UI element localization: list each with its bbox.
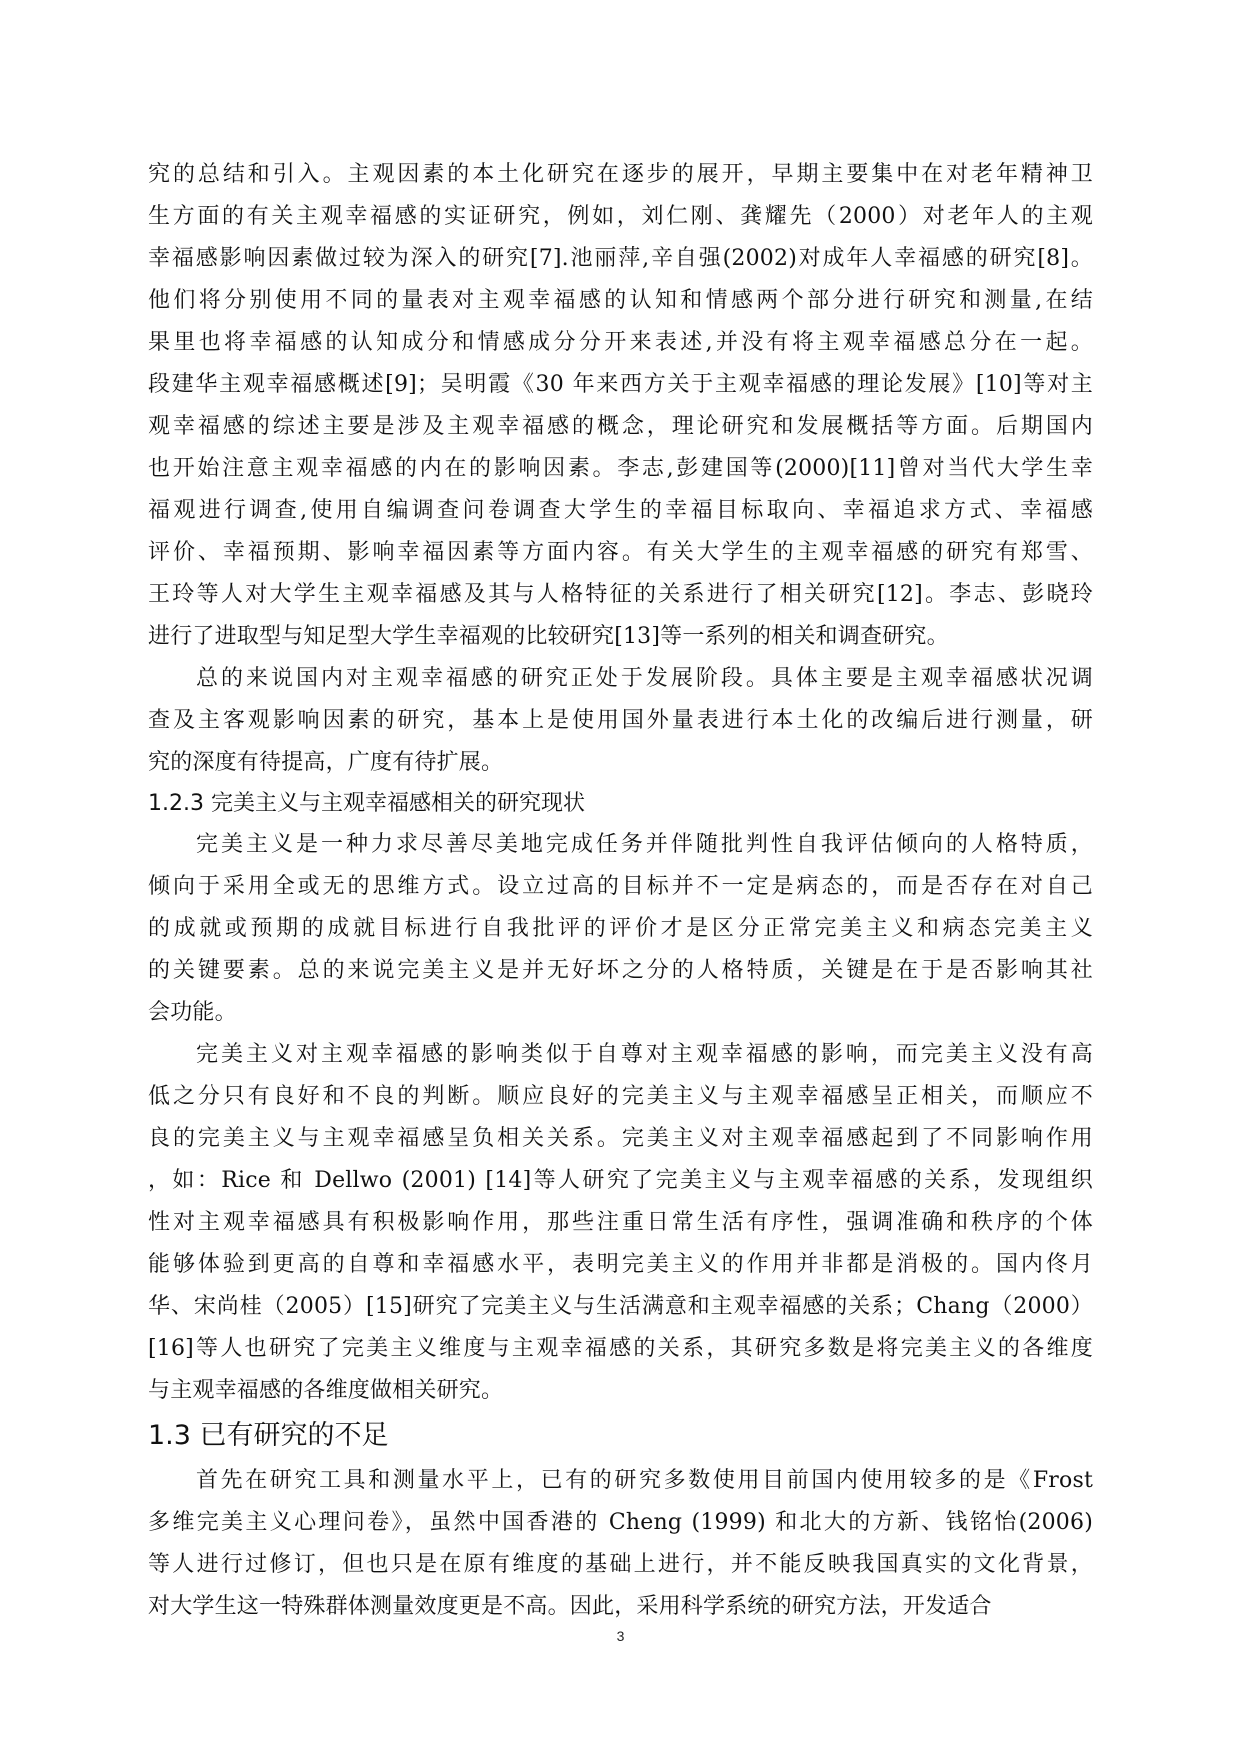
text-line: 福观进行调查,使用自编调查问卷调查大学生的幸福目标取向、幸福追求方式、幸福感 [148,498,1093,523]
text-line: 会功能。 [148,1000,237,1025]
text-line: 段建华主观幸福感概述[9]；吴明霞《30 年来西方关于主观幸福感的理论发展》[10]等对主 [148,372,1093,397]
body-paragraph [148,154,1093,658]
body-paragraph [148,658,1093,784]
text-line: 王玲等人对大学生主观幸福感及其与人格特征的关系进行了相关研究[12]。李志、彭晓玲 [148,582,1093,607]
text-line: 首先在研究工具和测量水平上，已有的研究多数使用目前国内使用较多的是《Frost [196,1468,1093,1493]
text-line: 进行了进取型与知足型大学生幸福观的比较研究[13]等一系列的相关和调查研究。 [148,624,949,649]
text-line: [16]等人也研究了完美主义维度与主观幸福感的关系，其研究多数是将完美主义的各维度 [148,1336,1093,1361]
text-line: 与主观幸福感的各维度做相关研究。 [148,1378,504,1403]
text-line: 究的总结和引入。主观因素的本土化研究在逐步的展开，早期主要集中在对老年精神卫 [148,162,1093,187]
body-paragraph [148,824,1093,1034]
text-line: 总的来说国内对主观幸福感的研究正处于发展阶段。具体主要是主观幸福感状况调 [196,666,1093,691]
text-line: 多维完美主义心理问卷》，虽然中国香港的 Cheng (1999) 和北大的方新、钱铭怡(2006) [148,1510,1093,1535]
text-line: 的成就或预期的成就目标进行自我批评的评价才是区分正常完美主义和病态完美主义 [148,916,1093,941]
text-line: 他们将分别使用不同的量表对主观幸福感的认知和情感两个部分进行研究和测量,在结 [148,288,1093,313]
text-line: 等人进行过修订，但也只是在原有维度的基础上进行，并不能反映我国真实的文化背景， [148,1552,1093,1577]
text-line: 果里也将幸福感的认知成分和情感成分分开来表述,并没有将主观幸福感总分在一起。 [148,330,1093,355]
text-line: 完美主义是一种力求尽善尽美地完成任务并伴随批判性自我评估倾向的人格特质， [196,832,1093,857]
text-line: 完美主义对主观幸福感的影响类似于自尊对主观幸福感的影响，而完美主义没有高 [196,1042,1093,1067]
page-number: 3 [616,1628,625,1644]
text-line: 性对主观幸福感具有积极影响作用，那些注重日常生活有序性，强调准确和秩序的个体 [148,1210,1093,1235]
subsection-heading: 1.2.3 完美主义与主观幸福感相关的研究现状 [148,791,585,816]
text-line: 评价、幸福预期、影响幸福因素等方面内容。有关大学生的主观幸福感的研究有郑雪、 [148,540,1093,565]
text-line: 生方面的有关主观幸福感的实证研究，例如，刘仁刚、龚耀先（2000）对老年人的主观 [148,204,1093,229]
text-line: 究的深度有待提高，广度有待扩展。 [148,750,504,775]
text-line: 能够体验到更高的自尊和幸福感水平，表明完美主义的作用并非都是消极的。国内佟月 [148,1252,1093,1277]
text-line: 低之分只有良好和不良的判断。顺应良好的完美主义与主观幸福感呈正相关，而顺应不 [148,1084,1093,1109]
section-heading: 1.3 已有研究的不足 [148,1420,389,1451]
text-line: ，如：Rice 和 Dellwo (2001) [14]等人研究了完美主义与主观幸福感的关系，发现组织 [148,1168,1093,1193]
text-line: 华、宋尚桂（2005）[15]研究了完美主义与生活满意和主观幸福感的关系；Chang（2000） [148,1294,1093,1319]
text-line: 查及主客观影响因素的研究，基本上是使用国外量表进行本土化的改编后进行测量，研 [148,708,1093,733]
body-paragraph [148,1034,1093,1412]
text-line: 的关键要素。总的来说完美主义是并无好坏之分的人格特质，关键是在于是否影响其社 [148,958,1093,983]
text-line: 良的完美主义与主观幸福感呈负相关关系。完美主义对主观幸福感起到了不同影响作用 [148,1126,1093,1151]
text-line: 对大学生这一特殊群体测量效度更是不高。因此，采用科学系统的研究方法，开发适合 [148,1594,992,1619]
body-paragraph [148,1460,1093,1628]
text-line: 幸福感影响因素做过较为深入的研究[7].池丽萍,辛自强(2002)对成年人幸福感的研究[8]。 [148,246,1093,271]
text-line: 也开始注意主观幸福感的内在的影响因素。李志,彭建国等(2000)[11]曾对当代大学生幸 [148,456,1093,481]
text-line: 观幸福感的综述主要是涉及主观幸福感的概念，理论研究和发展概括等方面。后期国内 [148,414,1093,439]
text-line: 倾向于采用全或无的思维方式。设立过高的目标并不一定是病态的，而是否存在对自己 [148,874,1093,899]
document-body [148,154,1093,1628]
